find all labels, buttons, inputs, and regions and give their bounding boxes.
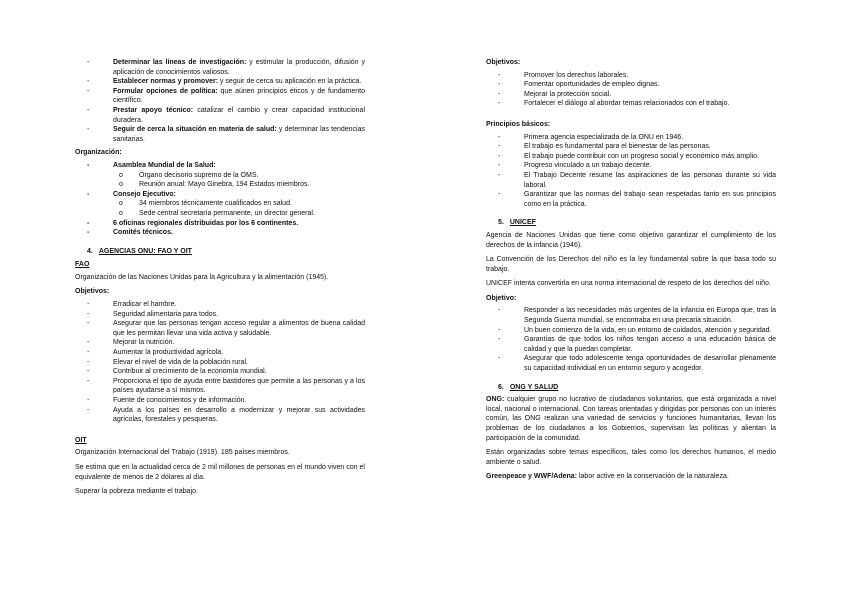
list-item: - El trabajo puede contribuir con un progreso social y económico más amplio.	[498, 152, 776, 162]
principles-list	[486, 133, 776, 210]
list-item: - Elevar el nivel de vida de la población rural.	[87, 358, 365, 368]
list-item: - Garantizar que las normas del trabajo sean respetadas tanto en sus principios como en la práctica.	[498, 190, 776, 209]
oit-paragraph: Se estima que en la actualidad cerca de 2 mil millones de personas en el mundo viven con el equivalente de menos de 2 dólares al día.	[75, 463, 365, 481]
sub-list-item: o Reunión anual: Mayo Ginebra, 194 Estados miembros.	[119, 180, 365, 190]
list-item: - Consejo Ejecutivo:	[87, 190, 365, 200]
ong-paragraph: ONG: cualquier grupo no lucrativo de ciudadanos voluntarios, que está organizada a nivel local, nacional o internacional. Con tareas orientadas y dirigidas por personas con un interés común, las ONG realizan una variedad de servicios y funciones humanitarias, llevan los problemas de los ciudadanos a los Gobiernos, supervisan las políticas y alientan la participación de la comunidad.	[486, 396, 776, 442]
section-heading-4: 4. AGENCIAS ONU: FAO Y OIT	[87, 247, 192, 255]
sub-list-item: o Sede central secretaría permanente, un director general.	[119, 209, 365, 219]
fao-heading: FAO	[75, 261, 90, 269]
unicef-paragraph: Agencia de Naciones Unidas que tiene como objetivo garantizar el cumplimiento de los derechos de la infancia (1946).	[486, 231, 776, 249]
list-item: - Determinar las líneas de investigación: y estimular la producción, difusión y aplicación de conocimientos valiosos.	[87, 58, 365, 77]
left-column	[75, 58, 365, 502]
list-item: - El Trabajo Decente resume las aspiraciones de las personas durante su vida laboral.	[498, 171, 776, 190]
greenpeace-paragraph: Greenpeace y WWF/Adena: labor active en la conservación de la naturaleza.	[486, 473, 729, 481]
list-item: - Fomentar oportunidades de empleo dignas.	[498, 80, 776, 90]
list-item: - Asegurar que las personas tengan acceso regular a alimentos de buena calidad que les permitan llevar una vida activa y saludable.	[87, 319, 365, 338]
list-item: - Mejorar la nutrición.	[87, 338, 365, 348]
list-item: - Seguir de cerca la situación en materia de salud: y determinar las tendencias sanitarias.	[87, 125, 365, 144]
oit-objectives-heading: Objetivos:	[486, 59, 521, 66]
oit-objectives-list	[486, 71, 776, 109]
list-item: - Ayuda a los países en desarrollo a modernizar y mejorar sus actividades agrícolas, forestales y pesqueras.	[87, 406, 365, 425]
list-item: - Contribuir al crecimiento de la economía mundial.	[87, 367, 365, 377]
unicef-paragraph: La Convención de los Derechos del niño es la ley fundamental sobre la que basa todo su trabajo.	[486, 256, 776, 273]
list-item: - El trabajo es fundamental para el bienestar de las personas.	[498, 142, 776, 152]
list-item: - Aumentar la productividad agrícola.	[87, 348, 365, 358]
list-item: - Responder a las necesidades más urgentes de la infancia en Europa que, tras la Segunda Guerra mundial, se encontraba en una precaria situación.	[498, 306, 776, 325]
right-column	[486, 58, 776, 487]
list-item: - Erradicar el hambre.	[87, 300, 365, 310]
organization-heading: Organización:	[75, 149, 122, 157]
list-item: - Garantías de que todos los niños tengan acceso a una educación básica de calidad y que la puedan completar.	[498, 335, 776, 354]
section-heading-5: 5. UNICEF	[498, 219, 536, 227]
oit-description: Organización Internacional del Trabajo (1919). 185 países miembros.	[75, 449, 290, 457]
who-functions-list	[75, 58, 365, 144]
list-item: - Progreso vinculado a un trabajo decente.	[498, 161, 776, 171]
fao-objectives-heading: Objetivos:	[75, 288, 110, 296]
fao-description: Organización de las Naciones Unidas para la Agricultura y la alimentación (1945).	[75, 273, 329, 281]
unicef-objectives-list	[486, 306, 776, 373]
unicef-paragraph: UNICEF intenta convertirla en una norma internacional de respeto de los derechos del niño.	[486, 280, 771, 288]
sub-list-item: o Órgano decisorio supremo de la OMS.	[119, 171, 365, 181]
list-item: - Proporciona el tipo de ayuda entre bastidores que permite a las personas y a los países ayudarse a sí mismos.	[87, 377, 365, 396]
list-item: - Primera agencia especializada de la ONU en 1946.	[498, 133, 776, 143]
list-item: - Mejorar la protección social.	[498, 90, 776, 100]
list-item: - Asegurar que todo adolescente tenga oportunidades de desarrollar plenamente su capacidad individual en un entorno seguro y acogedor.	[498, 354, 776, 373]
sub-list-item: o 34 miembros técnicamente cualificados en salud.	[119, 199, 365, 209]
list-item: - 6 oficinas regionales distribuidas por los 6 continentes.	[87, 219, 365, 229]
oit-heading: OIT	[75, 436, 87, 444]
list-item: - Seguridad alimentaria para todos.	[87, 310, 365, 320]
organization-list	[75, 161, 365, 238]
fao-objectives-list	[75, 300, 365, 425]
list-item: - Prestar apoyo técnico: catalizar el cambio y crear capacidad institucional duradera.	[87, 106, 365, 125]
section-heading-6: 6. ONG Y SALUD	[498, 383, 559, 391]
oit-paragraph: Superar la pobreza mediante el trabajo.	[75, 488, 198, 496]
unicef-objective-heading: Objetivo:	[486, 294, 517, 302]
list-item: - Establecer normas y promover: y seguir de cerca su aplicación en la práctica.	[87, 77, 365, 87]
list-item: - Fuente de conocimientos y de información.	[87, 396, 365, 406]
list-item: - Promover los derechos laborales.	[498, 71, 776, 81]
list-item: - Un buen comienzo de la vida, en un entorno de cuidados, atención y seguridad.	[498, 326, 776, 336]
ong-paragraph: Están organizadas sobre temas específicos, tales como los derechos humanos, el medio ambiente o salud.	[486, 449, 776, 466]
list-item: - Asamblea Mundial de la Salud:	[87, 161, 365, 171]
principles-heading: Principios básicos:	[486, 120, 551, 128]
list-item: - Comités técnicos.	[87, 228, 365, 238]
list-item: - Formular opciones de política: que aúnen principios éticos y de fundamento científico.	[87, 87, 365, 106]
list-item: - Fortalecer el diálogo al abordar temas relacionados con el trabajo.	[498, 99, 776, 109]
